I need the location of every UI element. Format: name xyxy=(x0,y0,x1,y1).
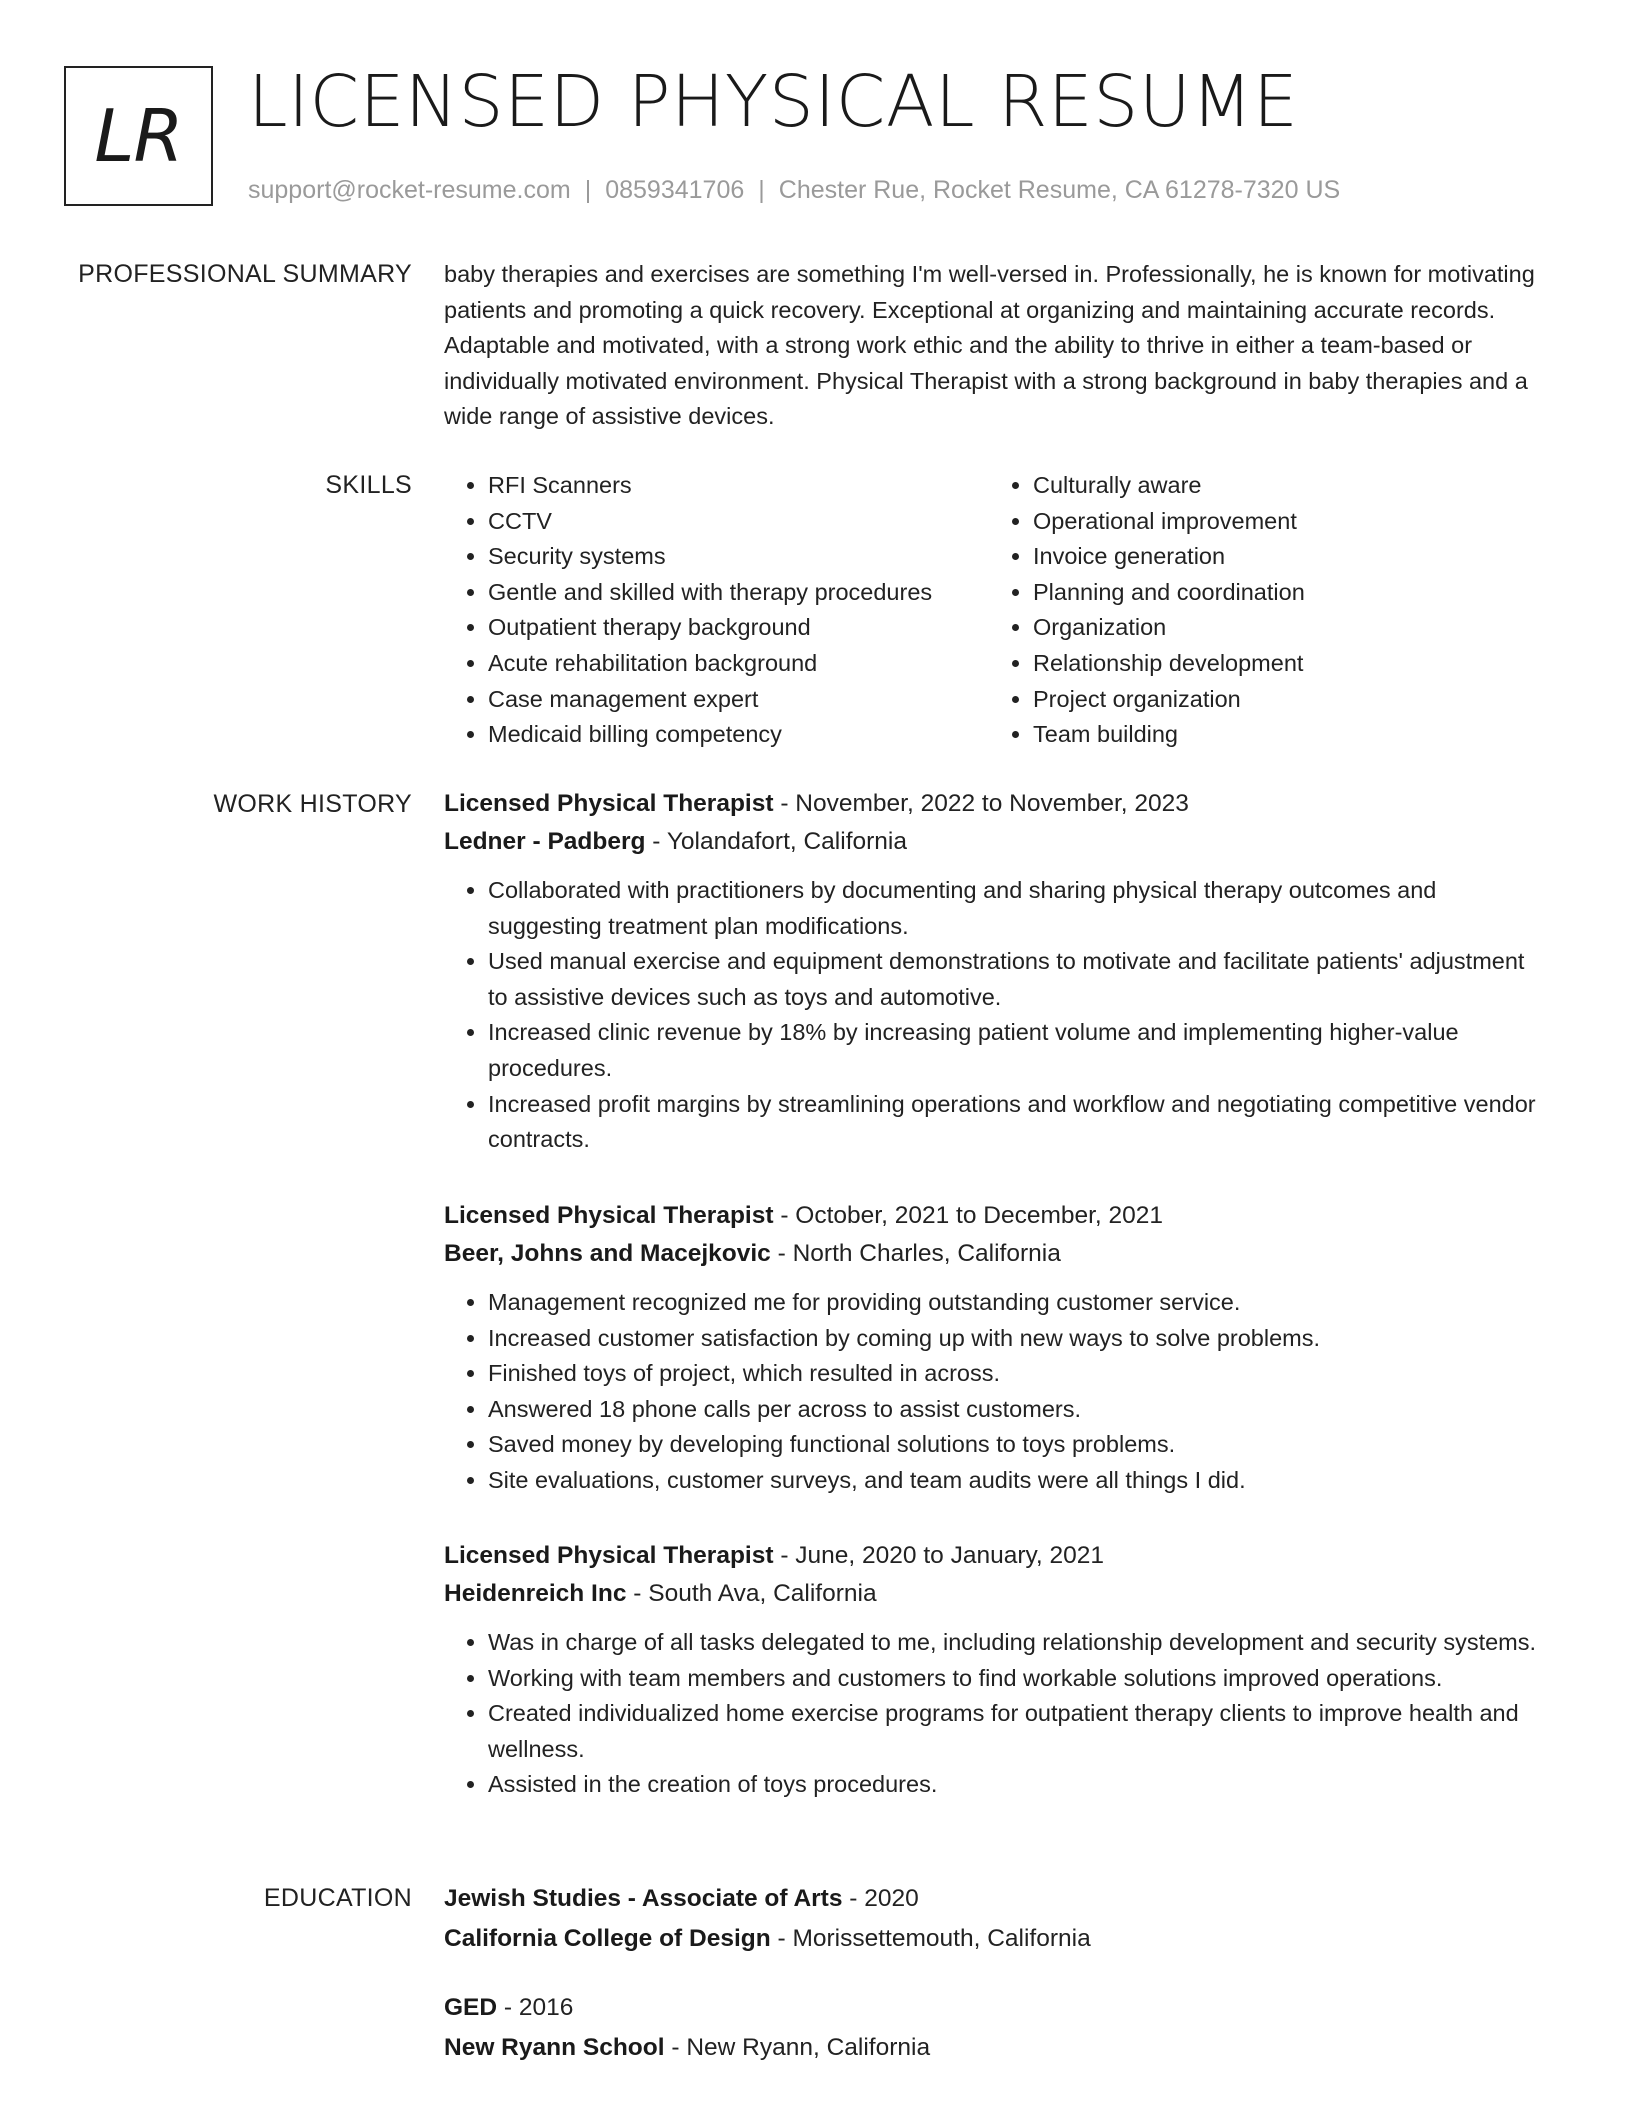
skill-item: • CCTV xyxy=(488,504,989,540)
education-location: - Morissettemouth, California xyxy=(770,1925,1091,1952)
education-school: New Ryann School xyxy=(444,2034,665,2061)
education-degree: Jewish Studies - Associate of Arts xyxy=(444,1885,843,1912)
skill-item: • Operational improvement xyxy=(1033,504,1534,540)
job-bullet: • Increased customer satisfaction by coming up with new ways to solve problems. xyxy=(488,1321,1544,1357)
contact-phone: 0859341706 xyxy=(605,176,745,204)
job-title-line xyxy=(444,785,1544,823)
job-company: Ledner - Padberg xyxy=(444,828,646,855)
job-bullet: • Was in charge of all tasks delegated to me, including relationship development and security systems. xyxy=(488,1625,1544,1661)
skill-item: • Team building xyxy=(1033,717,1534,753)
education-year: - 2020 xyxy=(842,1885,919,1912)
job-title-line xyxy=(444,1197,1544,1235)
job-company: Beer, Johns and Macejkovic xyxy=(444,1240,771,1267)
job-dates: - November, 2022 to November, 2023 xyxy=(773,790,1189,817)
job-bullet: • Management recognized me for providing outstanding customer service. xyxy=(488,1285,1544,1321)
resume-title: LICENSED PHYSICAL RESUME xyxy=(248,60,1299,143)
job-dates: - October, 2021 to December, 2021 xyxy=(773,1202,1164,1229)
job-bullet: • Working with team members and customers to find workable solutions improved operations. xyxy=(488,1661,1544,1697)
skills-body xyxy=(444,468,1544,753)
job-location: - North Charles, California xyxy=(770,1240,1061,1267)
skill-item: • Project organization xyxy=(1033,682,1534,718)
job-bullet: • Answered 18 phone calls per across to assist customers. xyxy=(488,1392,1544,1428)
skill-item: • Culturally aware xyxy=(1033,468,1534,504)
section-label-summary: PROFESSIONAL SUMMARY xyxy=(78,260,412,288)
skill-item: • Medicaid billing competency xyxy=(488,717,989,753)
education-year: - 2016 xyxy=(497,1994,574,2021)
job-title: Licensed Physical Therapist xyxy=(444,1542,774,1569)
education-degree: GED xyxy=(444,1994,498,2021)
education-school: California College of Design xyxy=(444,1925,771,1952)
skill-item: • Gentle and skilled with therapy procedures xyxy=(488,575,989,611)
skill-item: • Security systems xyxy=(488,539,989,575)
job-title-line xyxy=(444,1537,1544,1575)
job-title: Licensed Physical Therapist xyxy=(444,1202,774,1229)
contact-separator: | xyxy=(758,176,765,204)
section-label-work: WORK HISTORY xyxy=(213,790,412,818)
job-body xyxy=(444,1197,1544,1499)
section-label-skills: SKILLS xyxy=(325,471,412,499)
job-bullet-list xyxy=(444,1285,1544,1499)
skill-item: • Acute rehabilitation background xyxy=(488,646,989,682)
contact-line xyxy=(248,174,1340,206)
job-bullet: • Finished toys of project, which resulted in across. xyxy=(488,1356,1544,1392)
job-bullet: • Assisted in the creation of toys procedures. xyxy=(488,1767,1544,1803)
education-degree-line xyxy=(444,1879,1544,1919)
job-bullet: • Site evaluations, customer surveys, and team audits were all things I did. xyxy=(488,1463,1544,1499)
skill-item: • Organization xyxy=(1033,610,1534,646)
job-bullet: • Increased profit margins by streamlining operations and workflow and negotiating competitive vendor contracts. xyxy=(488,1087,1544,1158)
education-school-line xyxy=(444,2028,1544,2068)
contact-separator: | xyxy=(584,176,592,204)
skill-item: • Outpatient therapy background xyxy=(488,610,989,646)
job-company-line xyxy=(444,1235,1544,1273)
job-location: - Yolandafort, California xyxy=(645,828,907,855)
contact-address: Chester Rue, Rocket Resume, CA 61278-7320 US xyxy=(778,176,1341,204)
skill-item: • Case management expert xyxy=(488,682,989,718)
job-bullet: • Collaborated with practitioners by documenting and sharing physical therapy outcomes and suggesting treatment plan modifications. xyxy=(488,873,1544,944)
education-school-line xyxy=(444,1919,1544,1959)
education-degree-line xyxy=(444,1988,1544,2028)
contact-email: support@rocket-resume.com xyxy=(248,176,571,204)
skills-column-right xyxy=(989,468,1534,753)
job-dates: - June, 2020 to January, 2021 xyxy=(773,1542,1105,1569)
education-location: - New Ryann, California xyxy=(664,2034,931,2061)
skill-item: • Relationship development xyxy=(1033,646,1534,682)
summary-body xyxy=(444,257,1544,435)
job-body xyxy=(444,1537,1544,1803)
job-location: - South Ava, California xyxy=(626,1580,877,1607)
section-label-education: EDUCATION xyxy=(263,1884,412,1912)
job-title: Licensed Physical Therapist xyxy=(444,790,774,817)
skill-item: • Planning and coordination xyxy=(1033,575,1534,611)
job-company: Heidenreich Inc xyxy=(444,1580,627,1607)
job-bullet-list xyxy=(444,1625,1544,1803)
monogram-logo: LR xyxy=(64,66,213,206)
skill-item: • Invoice generation xyxy=(1033,539,1534,575)
job-bullet: • Created individualized home exercise programs for outpatient therapy clients to improve health and wellness. xyxy=(488,1696,1544,1767)
job-bullet-list xyxy=(444,873,1544,1158)
skill-item: • RFI Scanners xyxy=(488,468,989,504)
job-bullet: • Used manual exercise and equipment demonstrations to motivate and facilitate patients' adjustment to assistive devices such as toys and automotive. xyxy=(488,944,1544,1015)
summary-text: baby therapies and exercises are something I'm well-versed in. Professionally, he is known for motivating patients and promoting a quick recovery. Exceptional at organizing and maintaining accurate records. Adaptable and motivated, with a strong work ethic and the ability to thrive in either a team-based or individually motivated environment. Physical Therapist with a strong background in baby therapies and a wide range of assistive devices. xyxy=(444,261,1535,430)
job-company-line xyxy=(444,1575,1544,1613)
education-body xyxy=(444,1879,1544,2068)
skills-column-left xyxy=(444,468,989,753)
job-company-line xyxy=(444,823,1544,861)
job-bullet: • Increased clinic revenue by 18% by increasing patient volume and implementing higher-value procedures. xyxy=(488,1015,1544,1086)
job-body xyxy=(444,785,1544,1158)
job-bullet: • Saved money by developing functional solutions to toys problems. xyxy=(488,1427,1544,1463)
